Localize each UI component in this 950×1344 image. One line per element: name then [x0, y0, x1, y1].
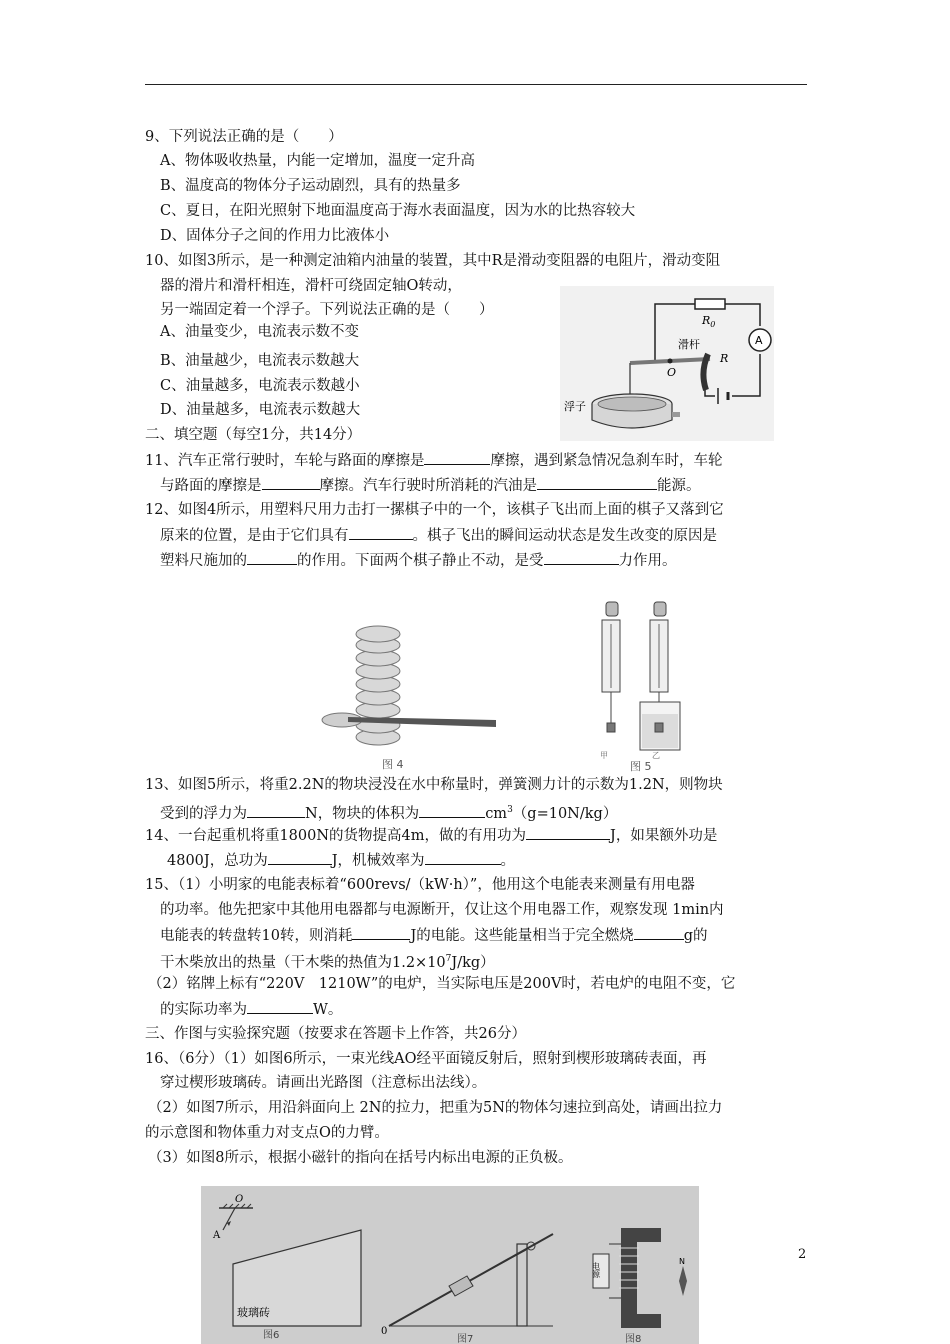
q14-text-2a: 4800J，总功为 — [167, 853, 268, 869]
q15-text-3a: 电能表的转盘转10转，则消耗 — [160, 928, 353, 944]
q15-text-6b: W。 — [313, 1002, 343, 1018]
answer-blank — [247, 999, 313, 1014]
q13-text-2d: （g=10N/kg） — [512, 805, 618, 822]
q13-text-2b: N，物块的体积为 — [305, 805, 420, 822]
fig5-label-left: 甲 — [600, 751, 608, 760]
q12-text-2a: 原来的位置，是由于它们具有 — [160, 528, 349, 544]
q12-line-3 — [160, 550, 677, 571]
fig4-caption: 图 4 — [382, 758, 404, 771]
q16-line-2: 穿过楔形玻璃砖。请画出光路图（注意标出法线）。 — [160, 1075, 487, 1091]
answer-blank — [424, 450, 490, 465]
q11-text-2c: 能源。 — [657, 478, 701, 494]
q15-line-6 — [160, 999, 342, 1020]
q10-option-c: C、油量越多，电流表示数越小 — [160, 378, 360, 394]
fig6-glass-label: 玻璃砖 — [237, 1306, 270, 1319]
fig5-label-right: 乙 — [652, 751, 660, 760]
q11-text-1a: 11、汽车正常行驶时，车轮与路面的摩擦是 — [145, 453, 425, 469]
fig8-caption: 图8 — [625, 1334, 642, 1344]
q9-stem: 9、下列说法正确的是（ ） — [145, 129, 343, 145]
answer-blank — [526, 825, 610, 840]
answer-blank — [419, 803, 485, 818]
q14-text-1a: 14、一台起重机将重1800N的货物提高4m，做的有用功为 — [145, 828, 527, 844]
fig3-r-label: R — [720, 352, 729, 365]
answer-blank — [268, 850, 332, 865]
section-3-heading: 三、作图与实验探究题（按要求在答题卡上作答，共26分） — [145, 1026, 526, 1042]
fig3-ammeter-label: A — [755, 334, 763, 347]
q13-line-1: 13、如图5所示，将重2.2N的物块浸没在水中称量时，弹簧测力计的示数为1.2N，则物块 — [145, 777, 723, 793]
answer-blank — [425, 850, 501, 865]
fig3-pivot-label: O — [667, 366, 677, 379]
q15-text-4b: J/kg） — [451, 954, 495, 971]
q16-line-4: 的示意图和物体重力对支点O的力臂。 — [145, 1125, 389, 1141]
q13-superscript: 3 — [507, 805, 513, 815]
fig3-r0-label: $R_0$ — [702, 314, 716, 329]
fig5-spring-scale-diagram — [586, 598, 692, 774]
fig3-oil-gauge-diagram — [560, 286, 774, 441]
q16-line-1: 16、（6分）（1）如图6所示，一束光线AO经平面镜反射后，照射到楔形玻璃砖表面，再 — [145, 1051, 707, 1067]
fig3-rod-label: 滑杆 — [678, 338, 700, 351]
answer-blank — [247, 550, 297, 565]
q12-text-3b: 的作用。下面两个棋子静止不动，是受 — [297, 553, 544, 569]
q11-text-2b: 摩擦。汽车行驶时所消耗的汽油是 — [319, 478, 537, 494]
fig4-chess-stack-diagram — [318, 622, 500, 772]
q15-text-3b: J的电能。这些能量相当于完全燃烧 — [410, 928, 634, 944]
q13-text-2a: 受到的浮力为 — [160, 805, 247, 822]
q9-option-a: A、物体吸收热量，内能一定增加，温度一定升高 — [160, 153, 475, 169]
fig8-source-label: 电源 — [591, 1262, 601, 1278]
q12-text-2b: 。棋子飞出的瞬间运动状态是发生改变的原因是 — [412, 528, 717, 544]
q13-text-2c: cm — [485, 805, 508, 822]
fig7-o-label: 0 — [381, 1326, 388, 1337]
answer-blank — [634, 925, 684, 940]
fig6-o-label: O — [235, 1194, 244, 1205]
q11-line-1 — [145, 450, 722, 471]
fig5-caption: 图 5 — [630, 760, 652, 773]
q16-line-3: （2）如图7所示，用沿斜面向上 2N的拉力，把重为5N的物体匀速拉到高处，请画出拉力 — [148, 1100, 723, 1116]
q13-line-2 — [160, 800, 617, 824]
q15-line-3 — [160, 925, 708, 946]
fig8-n-label: N — [679, 1257, 685, 1266]
fig7-caption: 图7 — [457, 1334, 474, 1344]
page-number: 2 — [798, 1247, 807, 1262]
q15-line-2: 的功率。他先把家中其他用电器都与电源断开，仅让这个用电器工作，观察发现 1min内 — [160, 902, 724, 918]
q14-text-2b: J，机械效率为 — [331, 853, 425, 869]
q10-line-2: 器的滑片和滑杆相连，滑杆可绕固定轴O转动， — [160, 278, 462, 294]
q10-line-1: 10、如图3所示，是一种测定油箱内油量的装置，其中R是滑动变阻器的电阻片，滑动变阻 — [145, 253, 721, 269]
answer-blank — [537, 475, 657, 490]
q14-text-1b: J，如果额外功是 — [610, 828, 718, 844]
q12-line-1: 12、如图4所示，用塑料尺用力击打一摞棋子中的一个，该棋子飞出而上面的棋子又落到它 — [145, 502, 724, 518]
q15-line-4 — [160, 949, 495, 973]
q15-line-5: （2）铭牌上标有“220V 1210W”的电炉，当实际电压是200V时，若电炉的电阻不变，它 — [148, 976, 736, 992]
q9-option-d: D、固体分子之间的作用力比液体小 — [160, 228, 390, 244]
q10-line-3: 另一端固定着一个浮子。下列说法正确的是（ ） — [160, 302, 494, 318]
answer-blank — [352, 925, 410, 940]
fig6-a-label: A — [213, 1230, 221, 1241]
fig6-caption: 图6 — [263, 1330, 280, 1341]
q9-option-c: C、夏日，在阳光照射下地面温度高于海水表面温度，因为水的比热容较大 — [160, 203, 636, 219]
section-2-heading: 二、填空题（每空1分，共14分） — [145, 427, 362, 443]
figs-6-7-8-diagram — [201, 1186, 699, 1344]
q11-line-2 — [160, 475, 701, 496]
q11-text-2a: 与路面的摩擦是 — [160, 478, 262, 494]
q15-text-3c: g的 — [683, 928, 708, 944]
q15-line-1: 15、（1）小明家的电能表标着“600revs/（kW·h）”，他用这个电能表来测量有用电器 — [145, 877, 695, 893]
q16-line-5: （3）如图8所示，根据小磁针的指向在括号内标出电源的正负极。 — [148, 1150, 573, 1166]
q12-text-3a: 塑料尺施加的 — [160, 553, 247, 569]
answer-blank — [349, 525, 413, 540]
q10-option-d: D、油量越多，电流表示数越大 — [160, 402, 361, 418]
q15-text-6a: 的实际功率为 — [160, 1002, 247, 1018]
q15-superscript: 7 — [445, 954, 452, 964]
q14-line-1 — [145, 825, 717, 846]
q9-option-b: B、温度高的物体分子运动剧烈，具有的热量多 — [160, 178, 461, 194]
q10-option-a: A、油量变少，电流表示数不变 — [160, 324, 359, 340]
q14-line-2 — [167, 850, 515, 871]
q10-option-b: B、油量越少，电流表示数越大 — [160, 353, 360, 369]
q14-text-2c: 。 — [500, 853, 516, 869]
q12-text-3c: 力作用。 — [618, 553, 677, 569]
answer-blank — [247, 803, 305, 818]
answer-blank — [262, 475, 320, 490]
answer-blank — [544, 550, 619, 565]
fig3-float-label: 浮子 — [564, 400, 586, 413]
header-rule — [145, 84, 807, 85]
q15-text-4a: 干木柴放出的热量（干木柴的热值为1.2×10 — [160, 954, 446, 971]
q12-line-2 — [160, 525, 717, 546]
q11-text-1b: 摩擦，遇到紧急情况急刹车时，车轮 — [490, 453, 723, 469]
